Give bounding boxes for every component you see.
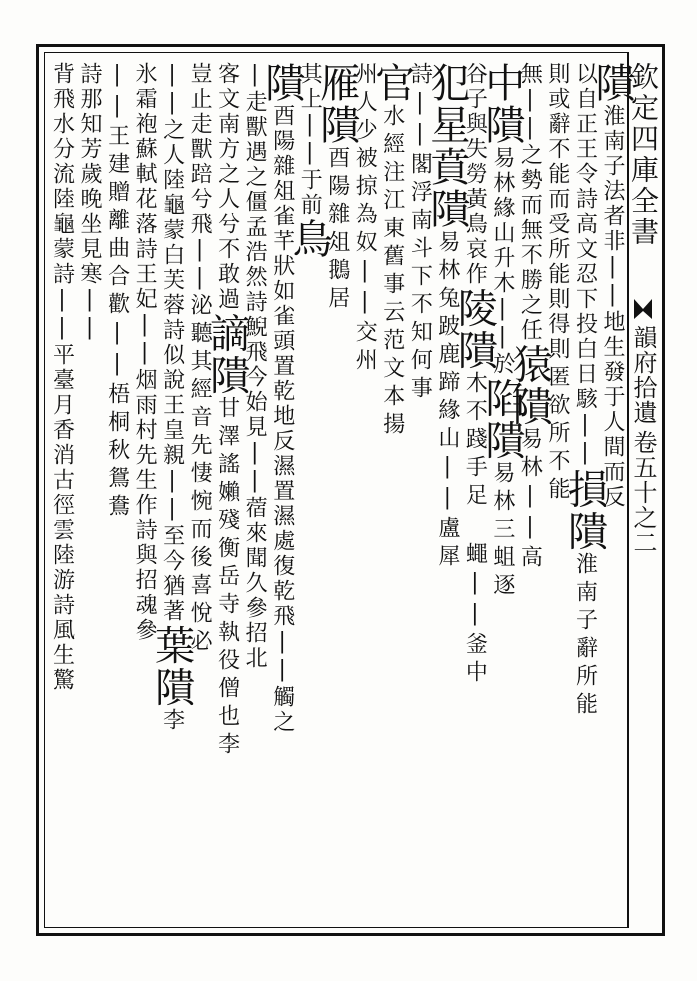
- column-tail: 陷隤: [478, 377, 525, 462]
- text-column: [241, 62, 269, 922]
- column-head: 官: [368, 62, 415, 104]
- column-text: 淮南子法者非||地生發于人間而反: [599, 104, 625, 511]
- column-tail: 損隤: [561, 468, 608, 553]
- text-column: [286, 62, 333, 922]
- column-tail-note: 詩||閣浮南斗下不知何事: [407, 62, 433, 404]
- text-column: [543, 62, 571, 922]
- column-tail-note: 淮南子辭所能: [572, 552, 598, 721]
- text-column: [131, 62, 159, 922]
- column-text: 背飛水分流陸龜蒙詩||平臺月香消古徑雲陸游詩風生驚: [49, 62, 75, 694]
- column-tail: 雁隤: [313, 62, 360, 146]
- column-tail-note: 李: [159, 708, 185, 737]
- column-tail-note: 則匿欲所不能: [544, 337, 570, 506]
- column-head: 隤: [588, 62, 635, 104]
- column-tail: 謫隤: [203, 312, 250, 397]
- column-text: |走獸遇之僵孟浩然詩鯢飛今始見||蓿來聞久參招北: [242, 62, 268, 672]
- text-column: [103, 62, 131, 922]
- column-text: 谷子與失勞黃鳥哀作: [462, 62, 488, 288]
- side-title: 欽定四庫全書: [627, 62, 660, 248]
- column-text: 以自正王令詩高文忍下投白日駭||: [572, 62, 598, 469]
- text-column: [423, 62, 470, 922]
- text-column: [368, 62, 415, 922]
- column-tail: 賁隤: [423, 146, 470, 230]
- text-column: [313, 62, 360, 922]
- column-tail-note: 酉陽雜俎鵝居: [324, 146, 350, 314]
- column-tail-note: 木不踐手足 蠅||釜中: [462, 371, 488, 689]
- column-text: ||之人陸龜蒙白芙蓉詩似說王皇親||至今猶著: [159, 62, 185, 625]
- column-tail-note: 水經注江東舊事云范文本揚: [379, 104, 405, 440]
- side-volume: 卷五十之二: [629, 430, 657, 555]
- text-column: [478, 62, 525, 922]
- text-column: [506, 62, 553, 922]
- column-tail-note: ||王建贈離曲合歡||梧桐秋鴛鴦: [104, 62, 130, 522]
- column-text: 無||之勢而無不勝之任: [517, 62, 543, 344]
- text-column: [48, 62, 76, 922]
- column-text: 易林緣山升木||於: [489, 146, 515, 378]
- column-text: 豈止走獸踣兮飛||: [187, 62, 213, 294]
- column-tail: 葉隤: [148, 624, 195, 709]
- column-tail-note: 甘澤謠嬾殘衡岳寺執役僧也李: [214, 396, 240, 761]
- fish-tail-icon: [634, 299, 652, 319]
- column-tail-note: 易林||高: [517, 427, 543, 574]
- text-column: [351, 62, 379, 922]
- column-text: 客文南方之人兮不敢過: [214, 62, 240, 313]
- column-head: 犯星: [423, 62, 470, 146]
- column-tail: 猿隤: [506, 343, 553, 428]
- column-tail-note: 易林三蛆逐: [489, 461, 515, 602]
- text-column: [406, 62, 434, 922]
- column-tail-note: 參: [132, 618, 158, 647]
- column-head: 中隤: [478, 62, 525, 146]
- text-column: [148, 62, 195, 922]
- column-tail-note: 泌聽其經音先悽惋而後喜悅必: [187, 293, 213, 658]
- text-column: [258, 62, 305, 922]
- text-column: [186, 62, 214, 922]
- side-book-name: 韻府拾遺: [629, 325, 657, 425]
- column-text: 氷霜袍蘇軾花落詩王妃||烟雨村先生作詩與招魂: [132, 62, 158, 619]
- column-tail-note: 易林兔跛鹿蹄緣山||盧犀: [434, 230, 460, 572]
- text-column: [203, 62, 250, 922]
- column-text: 則或辭不能而受所能則得: [544, 62, 570, 338]
- column-text: 詩那知芳歲晚坐見寒||: [77, 62, 103, 344]
- column-text: 酉陽雜俎雀芊狀如雀頭置乾地反濕置濕處復乾飛||觸之: [269, 104, 295, 736]
- column-head: 隤: [258, 62, 305, 104]
- column-tail: 陵隤: [451, 287, 498, 372]
- text-column: [76, 62, 104, 922]
- column-tail-note: 州人少被掠為奴||交州: [352, 62, 378, 376]
- text-column: [561, 62, 608, 922]
- column-tail: 鳥: [286, 218, 333, 261]
- column-text: 其上||于前: [297, 62, 323, 219]
